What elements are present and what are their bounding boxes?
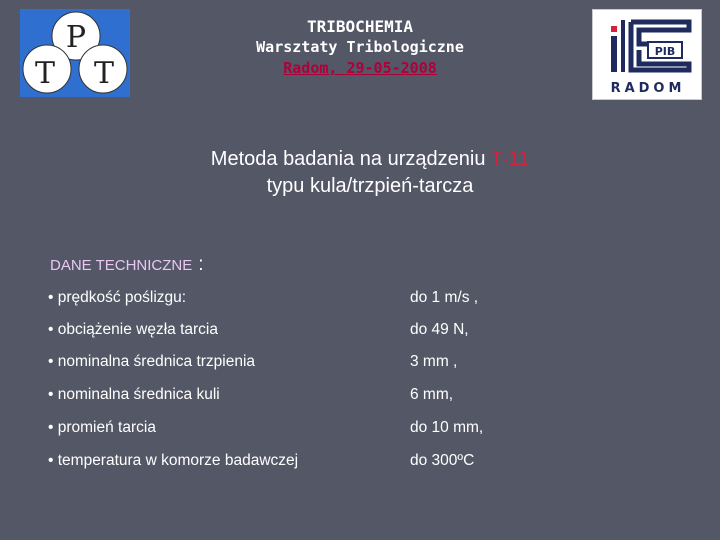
title-prefix: Metoda badania na urządzeniu (210, 148, 491, 170)
logo-letter-t2: T (93, 56, 115, 91)
spec-value: do 49 N, (410, 321, 469, 338)
ite-logo (592, 9, 702, 100)
ptt-logo (20, 9, 130, 97)
slide-title (100, 146, 640, 200)
spec-row (48, 289, 688, 311)
spec-value: do 1 m/s , (410, 289, 479, 306)
spec-label: • nominalna średnica kuli (48, 386, 220, 403)
spec-label: • obciążenie węzła tarcia (48, 321, 218, 338)
spec-label: • nominalna średnica trzpienia (48, 353, 256, 370)
event-header (200, 16, 520, 79)
spec-value: 3 mm , (410, 353, 458, 370)
device-name: T-11 (490, 148, 530, 170)
section-heading-text: DANE TECHNICZNE (50, 257, 193, 274)
spec-row (48, 321, 688, 343)
spec-value: do 10 mm, (410, 419, 484, 436)
title-line-2: typu kula/trzpień-tarcza (266, 175, 474, 197)
event-subtitle: Warsztaty Tribologiczne (256, 38, 464, 56)
spec-value: 6 mm, (410, 386, 454, 403)
event-place-date: Radom, 29-05-2008 (283, 59, 437, 77)
spec-value: do 300ºC (410, 452, 475, 469)
logo-letter-t1: T (34, 56, 56, 91)
section-colon: : (198, 254, 204, 275)
spec-row (48, 386, 688, 408)
title-line-1 (100, 146, 640, 173)
event-name: TRIBOCHEMIA (307, 17, 413, 36)
spec-row (48, 452, 688, 474)
section-heading (50, 254, 204, 276)
spec-label: • prędkość poślizgu: (48, 289, 187, 306)
logo-city: RADOM (610, 81, 686, 96)
spec-label: • temperatura w komorze badawczej (48, 452, 299, 469)
logo-letter-p: P (65, 20, 87, 55)
spec-row (48, 419, 688, 441)
spec-row (48, 353, 688, 375)
spec-label: • promień tarcia (48, 419, 156, 436)
logo-badge: PIB (654, 45, 676, 58)
